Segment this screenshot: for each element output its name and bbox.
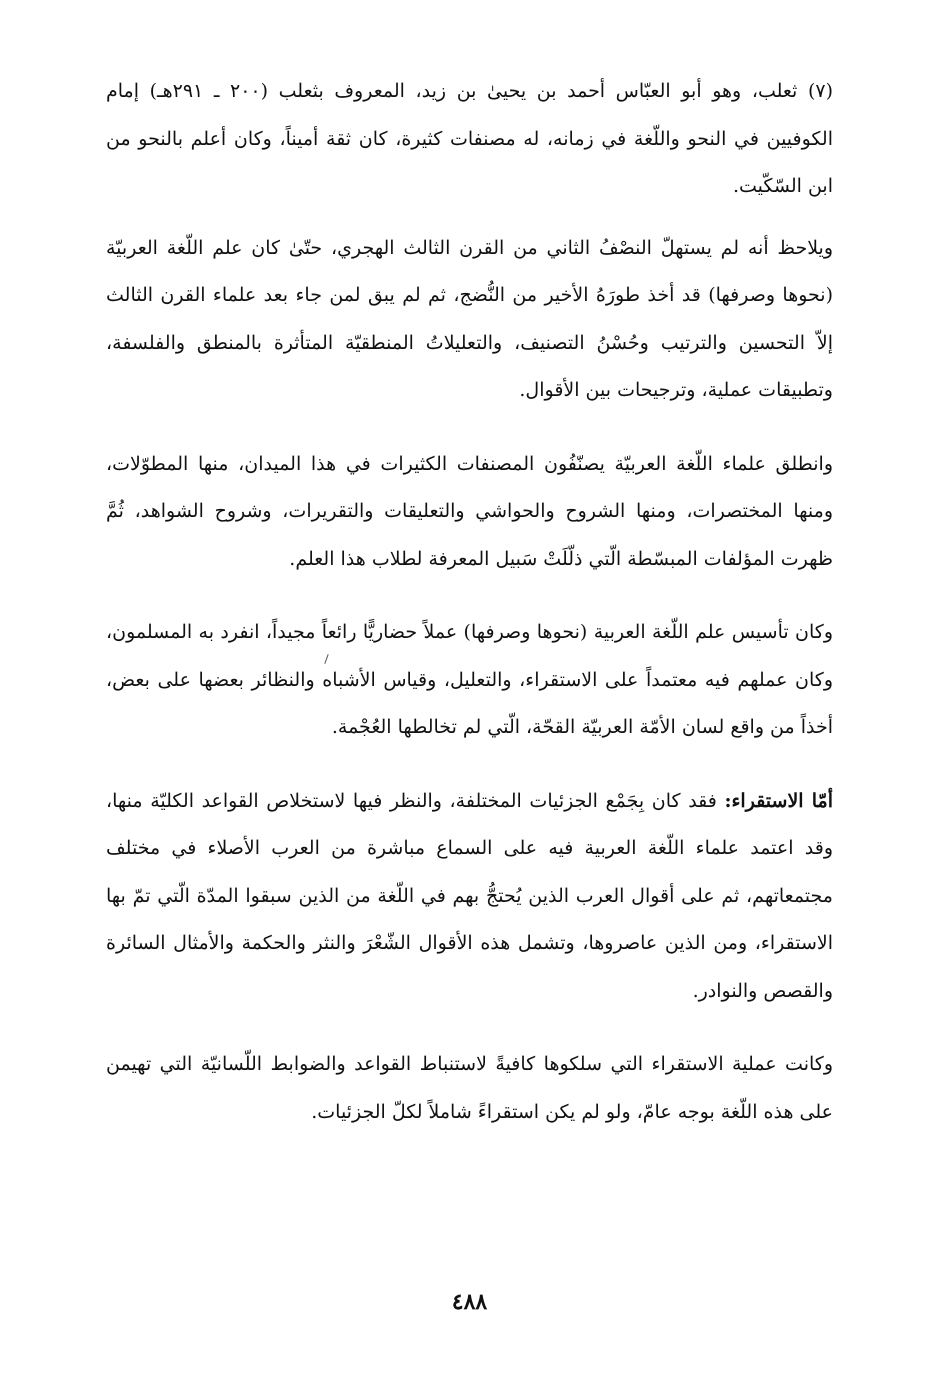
paragraph-compilations [106, 441, 833, 584]
paragraph-text: (٧) ثعلب، وهو أبو العبّاس أحمد بن يحيىٰ بن زيد، المعروف بثعلب (٢٠٠ ـ ٢٩١هـ) إمام الكوفيين في النحو واللّغة في زمانه، له مصنفات كثيرة، كان ثقة أميناً، وكان أعلم بالنحو من ابن السّكّيت. [106, 80, 833, 197]
page-number: ٤٨٨ [451, 1289, 488, 1315]
paragraph-text: وكان تأسيس علم اللّغة العربية (نحوها وصرفها) عملاً حضاريًّا رائعاً مجيداً، انفرد به المسلمون، وكان عملهم فيه معتمداً على الاستقراء، والتعليل، وقياس الأشباه والنظائر بعضها على بعض، أخذاً من واقع لسان الأمّة العربيّة القحّة، الّتي لم تخالطها العُجْمة. [106, 621, 833, 738]
paragraph-text: ويلاحظ أنه لم يستهلّ النصْفُ الثاني من القرن الثالث الهجري، حتّىٰ كان علم اللّغة العربيّة (نحوها وصرفها) قد أخذ طورَهُ الأخير من النُّضج، ثم لم يبق لمن جاء بعد علماء القرن الثالث إلاّ التحسين والترتيب وحُسْنُ التصنيف، والتعليلاتُ المنطقيّة المتأثرة بالمنطق والفلسفة، وتطبيقات عملية، وترجيحات بين الأقوال. [106, 236, 833, 401]
paragraph-induction [106, 778, 833, 1016]
paragraph-text: فقد كان بِجَمْع الجزئيات المختلفة، والنظر فيها لاستخلاص القواعد الكليّة منها، وقد اعتمد علماء اللّغة العربية فيه على السماع مباشرة من العرب الأصلاء في مختلف مجتمعاتهم، ثم على أقوال العرب الذين يُحتجُّ بهم في اللّغة من الذين سبقوا المدّة الّتي تمّ بها الاستقراء، ومن الذين عاصروها، وتشمل هذه الأقوال الشّعْرَ والنثر والحكمة والأمثال السائرة والقصص والنوادر. [106, 789, 833, 1002]
paragraph-footnote-tha-lab [106, 68, 833, 211]
paragraph-text: وكانت عملية الاستقراء التي سلكوها كافيةً لاستنباط القواعد والضوابط اللّسانيّة التي تهيمن على هذه اللّغة بوجه عامّ، ولو لم يكن استقراءً شاملاً لكلّ الجزئيات. [106, 1053, 833, 1123]
paragraph-induction-sufficiency [106, 1041, 833, 1136]
paragraph-maturity-of-grammar [106, 225, 833, 415]
paragraph-lead-heading: أمّا الاستقراء: [724, 789, 833, 812]
paragraph-foundation [106, 609, 833, 752]
paragraph-text: وانطلق علماء اللّغة العربيّة يصنّفُون المصنفات الكثيرات في هذا الميدان، منها المطوّلات، ومنها المختصرات، ومنها الشروح والحواشي والتعليقات والتقريرات، وشروح الشواهد، ثُمَّ ظهرت المؤلفات المبسّطة الّتي ذلّلَتْ سَبيل المعرفة لطلاب هذا العلم. [106, 452, 833, 570]
page-body [106, 68, 833, 1162]
